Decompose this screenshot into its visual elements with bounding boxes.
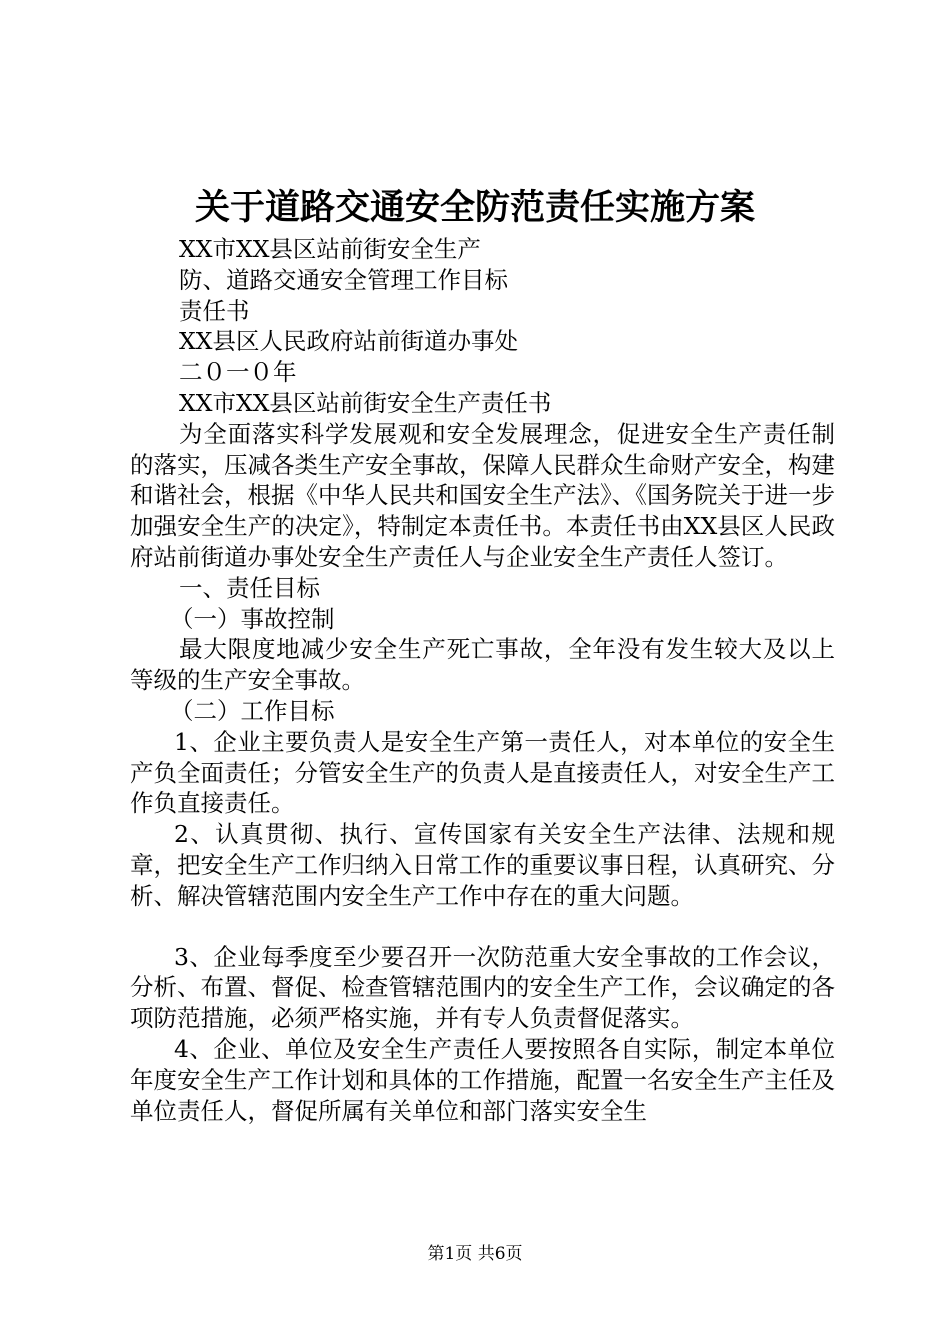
subsection-heading-accident-control: （一）事故控制	[170, 604, 335, 633]
document-body	[130, 234, 835, 1126]
header-line-book-title: XX市XX县区站前街安全生产责任书	[179, 388, 552, 417]
work-goal-item-3: 3、企业每季度至少要召开一次防范重大安全事故的工作会议，分析、布置、督促、检查管辖范围内的安全生产工作，会议确定的各项防范措施，必须严格实施，并有专人负责督促落实。	[130, 942, 835, 1033]
work-goal-item-1: 1、企业主要负责人是安全生产第一责任人，对本单位的安全生产负全面责任；分管安全生产的负责人是直接责任人，对安全生产工作负直接责任。	[130, 727, 835, 818]
accident-control-paragraph: 最大限度地减少安全生产死亡事故，全年没有发生较大及以上等级的生产安全事故。	[130, 635, 835, 695]
header-line-responsibility: 责任书	[179, 296, 250, 325]
header-line-target: 防、道路交通安全管理工作目标	[179, 265, 508, 294]
intro-paragraph: 为全面落实科学发展观和安全发展理念，促进安全生产责任制的落实，压减各类生产安全事故，保障人民群众生命财产安全，构建和谐社会，根据《中华人民共和国安全生产法》、《国务院关于进一步加强安全生产的决定》，特制定本责任书。本责任书由XX县区人民政府站前街道办事处安全生产责任人与企业安全生产责任人签订。	[130, 419, 835, 571]
work-goal-item-2: 2、认真贯彻、执行、宣传国家有关安全生产法律、法规和规章，把安全生产工作归纳入日常工作的重要议事日程，认真研究、分析、解决管辖范围内安全生产工作中存在的重大问题。	[130, 820, 835, 910]
work-goal-item-4: 4、企业、单位及安全生产责任人要按照各自实际，制定本单位年度安全生产工作计划和具体的工作措施，配置一名安全生产主任及单位责任人，督促所属有关单位和部门落实安全生	[130, 1034, 835, 1125]
header-line-office: XX县区人民政府站前街道办事处	[179, 327, 518, 356]
document-title: 关于道路交通安全防范责任实施方案	[194, 187, 755, 228]
header-line-city: XX市XX县区站前街安全生产	[179, 235, 481, 263]
header-line-year: 二０一０年	[179, 358, 297, 387]
page-footer: 第1页 共6页	[427, 1244, 523, 1264]
subsection-heading-work-goals: （二）工作目标	[170, 696, 335, 725]
section-heading-goals: 一、责任目标	[179, 573, 320, 602]
